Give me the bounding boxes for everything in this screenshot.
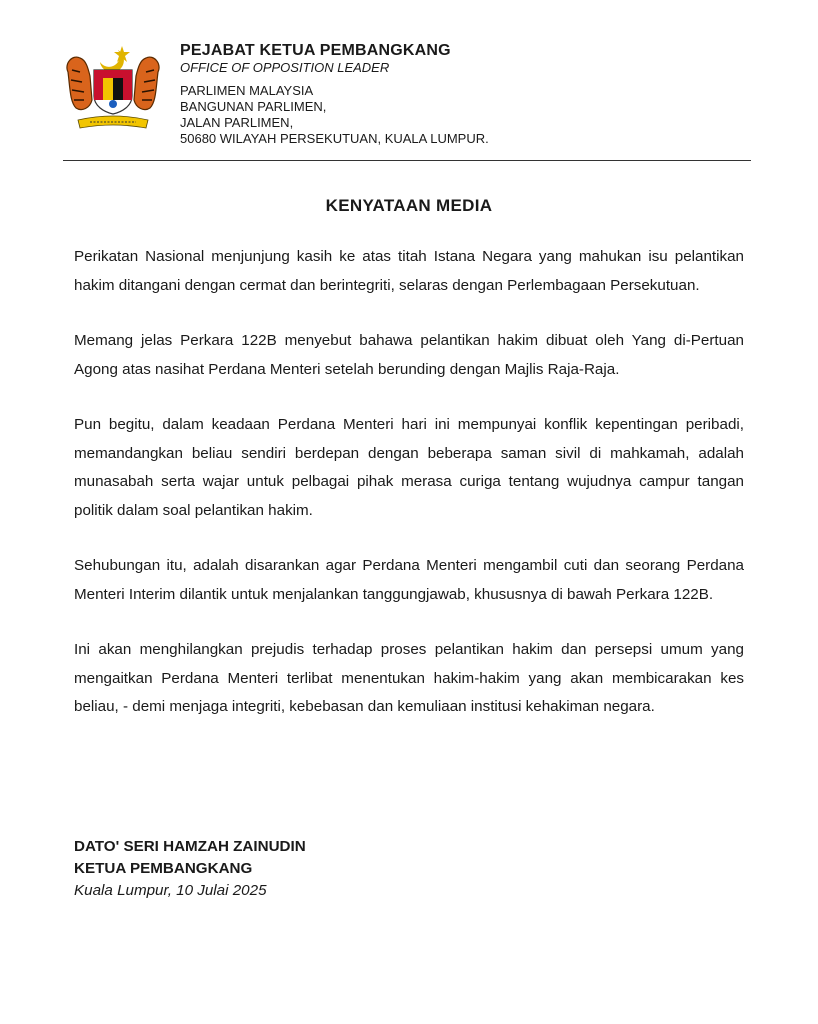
signatory-name: DATO' SERI HAMZAH ZAINUDIN [74,838,306,855]
office-name-english: OFFICE OF OPPOSITION LEADER [180,60,390,75]
signatory-position: KETUA PEMBANGKANG [74,860,253,877]
address-line: PARLIMEN MALAYSIA [180,83,314,98]
statement-body [74,243,744,749]
paragraph: Memang jelas Perkara 122B menyebut bahawa pelantikan hakim dibuat oleh Yang di-Pertuan Agong atas nasihat Perdana Menteri setelah berunding dengan Majlis Raja-Raja. [74,332,744,378]
office-block [180,42,489,147]
coat-of-arms-icon [60,42,166,132]
address-line: JALAN PARLIMEN, [180,115,294,130]
office-name: PEJABAT KETUA PEMBANGKANG [180,42,451,59]
header-divider [63,160,751,161]
office-address [180,83,489,147]
document-title: KENYATAAN MEDIA [325,196,493,215]
letterhead [60,38,760,148]
address-line: BANGUNAN PARLIMEN, [180,99,327,114]
paragraph: Sehubungan itu, adalah disarankan agar Perdana Menteri mengambil cuti dan seorang Perdana Menteri Interim dilantik untuk menjalankan tanggungjawab, khususnya di bawah Perkara 122B. [74,557,744,603]
paragraph: Ini akan menghilangkan prejudis terhadap proses pelantikan hakim dan persepsi umum yang mengaitkan Perdana Menteri terlibat menentukan hakim-hakim yang akan membicarakan kes beliau, - demi menjaga integriti, kebebasan dan kemuliaan institusi kehakiman negara. [74,641,744,715]
place-date: Kuala Lumpur, 10 Julai 2025 [74,882,267,899]
address-line: 50680 WILAYAH PERSEKUTUAN, KUALA LUMPUR. [180,131,489,146]
paragraph: Pun begitu, dalam keadaan Perdana Menteri hari ini mempunyai konflik kepentingan peribadi, memandangkan beliau sendiri berdepan dengan beberapa saman sivil di mahkamah, adalah munasabah serta wajar untuk pelbagai pihak merasa curiga tentang wujudnya campur tangan politik dalam soal pelantikan hakim. [74,416,744,519]
paragraph: Perikatan Nasional menjunjung kasih ke atas titah Istana Negara yang mahukan isu pelantikan hakim ditangani dengan cermat dan berintegriti, selaras dengan Perlembagaan Persekutuan. [74,248,744,294]
signoff [74,836,306,902]
